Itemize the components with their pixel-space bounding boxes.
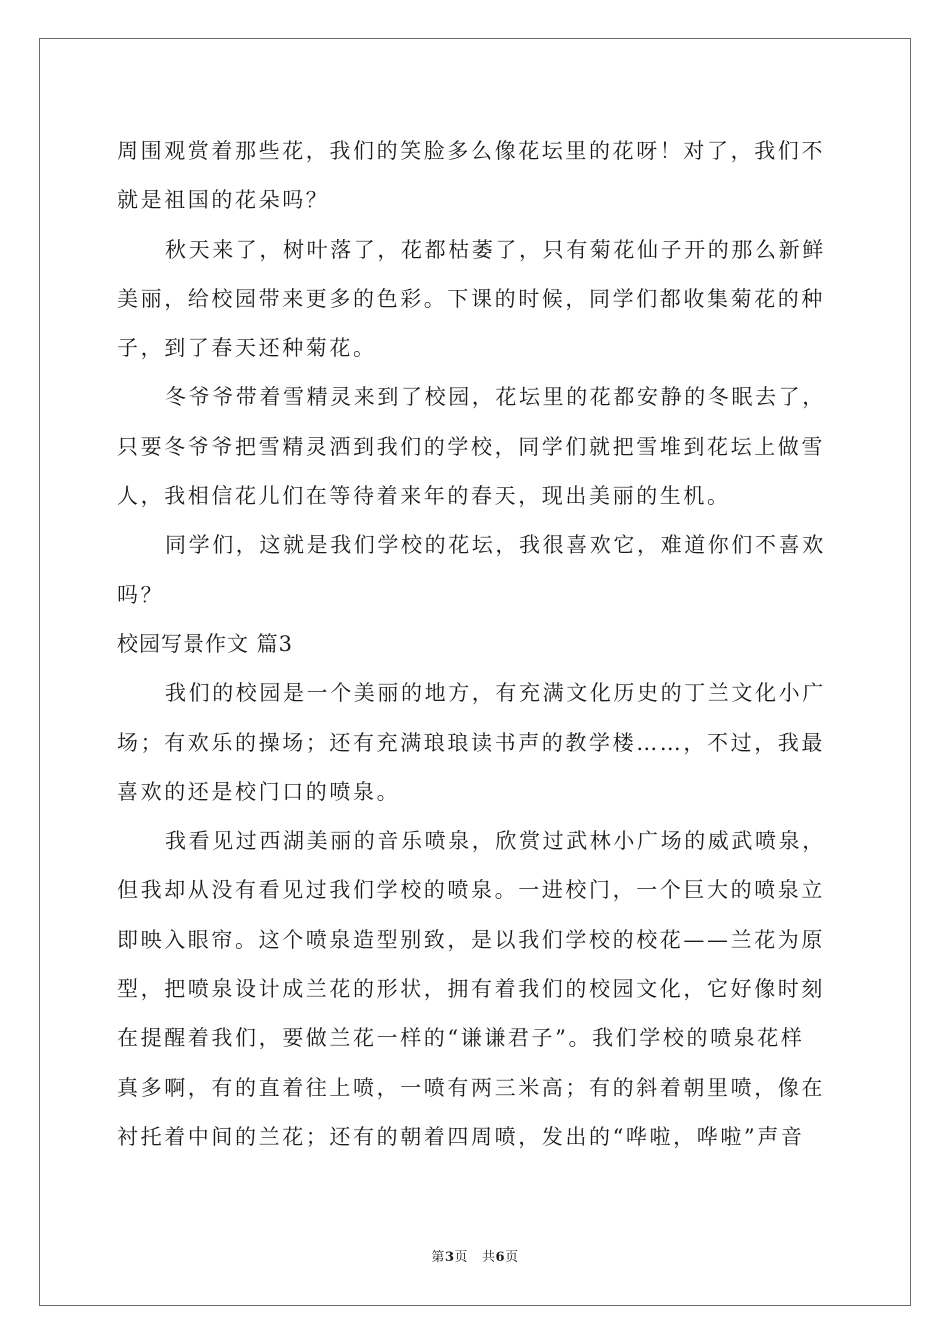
document-body: [117, 127, 835, 1162]
text-line: 子，到了春天还种菊花。: [117, 336, 377, 361]
text-line: 但我却从没有看见过我们学校的喷泉。一进校门，一个巨大的喷泉立: [117, 878, 825, 903]
page-footer: [0, 1246, 950, 1265]
paragraph-start: 我们的校园是一个美丽的地方，有充满文化历史的丁兰文化小广: [165, 681, 826, 706]
text-line: 就是祖国的花朵吗？: [117, 188, 330, 213]
text-line: 吗？: [117, 582, 165, 607]
text-line: 美丽，给校园带来更多的色彩。下课的时候，同学们都收集菊花的种: [117, 286, 825, 311]
page-number: 3: [444, 1250, 455, 1265]
text-line: 在提醒着我们，要做兰花一样的“谦谦君子”。我们学校的喷泉花样: [117, 1026, 805, 1051]
paragraph-start: 同学们，这就是我们学校的花坛，我很喜欢它，难道你们不喜欢: [165, 533, 826, 558]
text-line: 周围观赏着那些花，我们的笑脸多么像花坛里的花呀！对了，我们不: [117, 139, 825, 163]
paragraph-start: 冬爷爷带着雪精灵来到了校园，花坛里的花都安静的冬眠去了，: [165, 385, 826, 410]
text-line: 即映入眼帘。这个喷泉造型别致，是以我们学校的校花——兰花为原: [117, 927, 825, 952]
paragraph-start: 秋天来了，树叶落了，花都枯萎了，只有菊花仙子开的那么新鲜: [165, 237, 826, 262]
text-line: 衬托着中间的兰花；还有的朝着四周喷，发出的“哗啦，哗啦”声音: [117, 1124, 805, 1149]
text-line: 场；有欢乐的操场；还有充满琅琅读书声的教学楼……，不过，我最: [117, 730, 825, 755]
page-prefix: 第: [431, 1250, 445, 1265]
section-heading: 校园写景作文 篇3: [117, 631, 294, 656]
total-prefix: 共: [482, 1250, 496, 1265]
text-line: 真多啊，有的直着往上喷，一喷有两三米高；有的斜着朝里喷，像在: [117, 1075, 825, 1100]
page-suffix: 页: [454, 1250, 468, 1265]
text-line: 人，我相信花儿们在等待着来年的春天，现出美丽的生机。: [117, 484, 731, 509]
text-line: 只要冬爷爷把雪精灵洒到我们的学校，同学们就把雪堆到花坛上做雪: [117, 434, 825, 459]
text-line: 喜欢的还是校门口的喷泉。: [117, 779, 401, 804]
total-suffix: 页: [505, 1250, 519, 1265]
text-line: 型，把喷泉设计成兰花的形状，拥有着我们的校园文化，它好像时刻: [117, 977, 825, 1002]
paragraph-start: 我看见过西湖美丽的音乐喷泉，欣赏过武林小广场的威武喷泉，: [165, 829, 826, 854]
total-pages: 6: [495, 1250, 506, 1265]
